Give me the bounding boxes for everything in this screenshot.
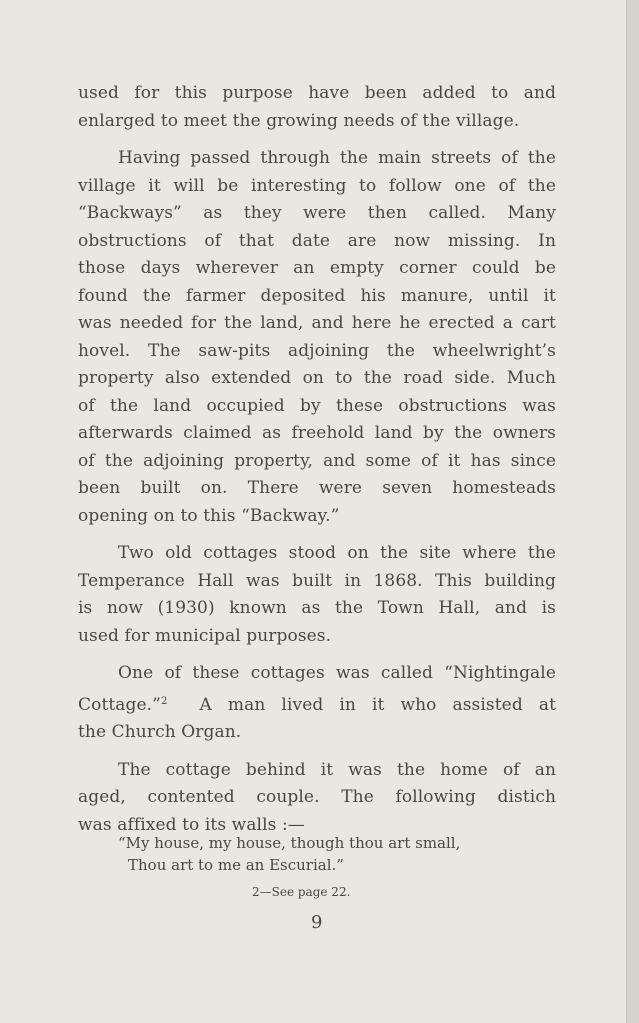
- text-line: [78, 688, 556, 720]
- page-edge: [626, 0, 639, 1023]
- page-number: 9: [311, 912, 323, 933]
- paragraph-2: [78, 145, 556, 530]
- text-line: One of these cottages was called “Nightingale: [118, 663, 556, 683]
- paragraph-4: [78, 660, 556, 747]
- paragraph-5: [78, 757, 556, 840]
- text-line: obstructions of that date are now missing. In: [78, 230, 556, 251]
- text-line: property also extended on to the road side. Much: [78, 368, 556, 388]
- text-line: the Church Organ.: [78, 722, 242, 742]
- distich-quote: [118, 832, 460, 876]
- text-line: was needed for the land, and here he erected a cart: [78, 313, 556, 333]
- text-line: those days wherever an empty corner could be: [78, 258, 556, 278]
- text-fragment: Cottage.”: [78, 694, 161, 715]
- text-line: The cottage behind it was the home of an: [118, 759, 556, 780]
- text-line: was affixed to its walls :—: [78, 814, 305, 835]
- text-line: of the land occupied by these obstructions was: [78, 395, 556, 416]
- text-line: used for municipal purposes.: [78, 625, 332, 646]
- text-line: opening on to this “Backway.”: [78, 505, 340, 526]
- text-line: hovel. The saw-pits adjoining the wheelwright’s: [78, 340, 556, 361]
- quote-line-2: Thou art to me an Escurial.”: [128, 856, 344, 874]
- text-fragment: A man lived in it who assisted at: [199, 694, 557, 715]
- body-text: [78, 80, 556, 839]
- text-line: is now (1930) known as the Town Hall, and is: [78, 598, 556, 618]
- footnote-ref: 2: [160, 695, 168, 707]
- text-line: enlarged to meet the growing needs of the village.: [78, 110, 520, 131]
- paragraph-1: [78, 80, 556, 135]
- text-line: Temperance Hall was built in 1868. This building: [78, 570, 556, 591]
- quote-line-1: “My house, my house, though thou art small,: [118, 834, 461, 852]
- text-line: been built on. There were seven homesteads: [78, 478, 556, 498]
- text-line: of the adjoining property, and some of it has since: [78, 450, 556, 471]
- paragraph-3: [78, 540, 556, 650]
- text-line: “Backways” as they were then called. Many: [78, 203, 556, 223]
- footnote: 2—See page 22.: [252, 885, 351, 899]
- text-line: village it will be interesting to follow one of the: [78, 175, 556, 196]
- text-line: Having passed through the main streets of the: [118, 148, 556, 168]
- text-line: afterwards claimed as freehold land by the owners: [78, 423, 556, 443]
- text-line: aged, contented couple. The following distich: [78, 787, 556, 807]
- text-line: Two old cottages stood on the site where the: [118, 543, 556, 563]
- text-line: found the farmer deposited his manure, until it: [78, 285, 556, 306]
- text-line: used for this purpose have been added to and: [78, 83, 556, 103]
